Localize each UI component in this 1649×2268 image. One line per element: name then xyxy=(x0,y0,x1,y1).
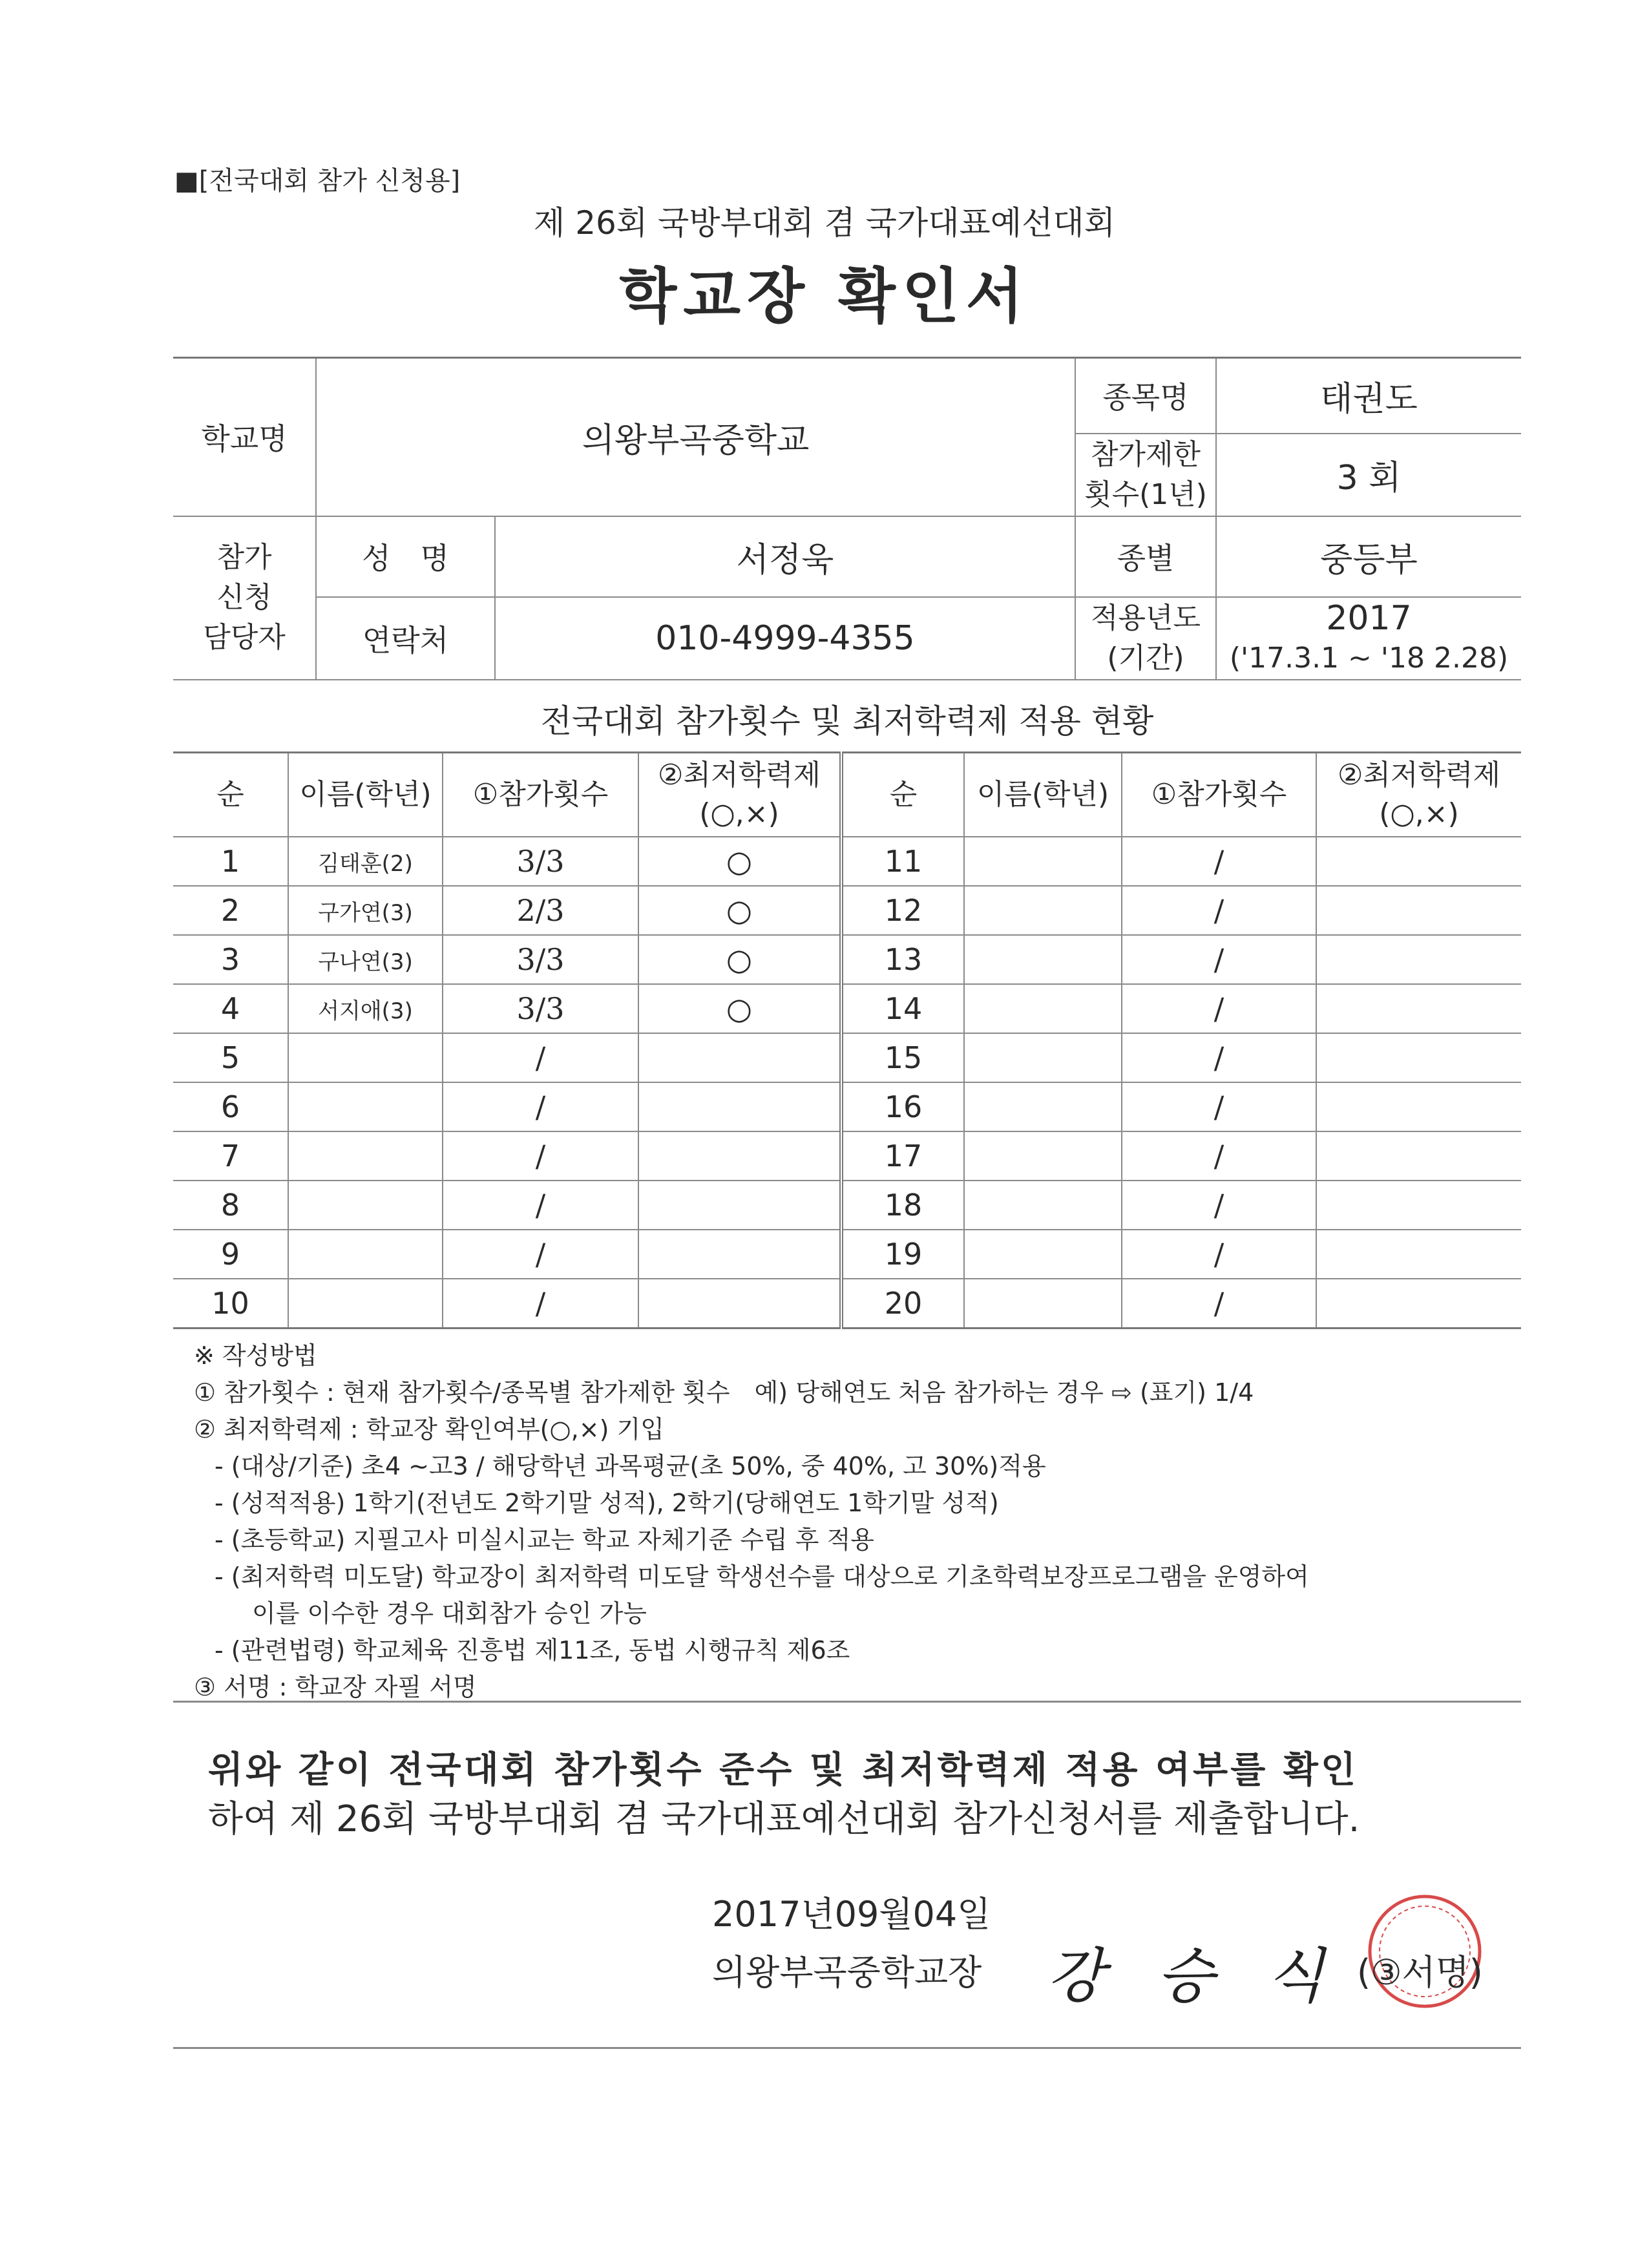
student-name-2 xyxy=(964,935,1122,984)
min-academic-mark: ○ xyxy=(638,886,841,935)
participation-count-2: / xyxy=(1122,935,1316,984)
header-min-line1: ②최저학력제 xyxy=(658,759,821,792)
header-min-academic xyxy=(638,753,841,837)
phone-label: 연락처 xyxy=(316,597,495,680)
min-academic-mark xyxy=(638,1181,841,1230)
header-no: 순 xyxy=(173,753,288,837)
min-academic-mark-2 xyxy=(1316,1082,1521,1131)
row-no-2: 13 xyxy=(841,935,964,984)
participation-row xyxy=(173,1131,1521,1181)
student-name: 서지애(3) xyxy=(288,984,443,1033)
note-sub-3: - (초등학교) 지필고사 미실시교는 학교 자체기준 수립 후 적용 xyxy=(215,1526,874,1554)
participation-row xyxy=(173,1279,1521,1328)
row-no-2: 16 xyxy=(841,1082,964,1131)
divider-bottom xyxy=(173,2047,1521,2049)
participation-table xyxy=(173,751,1521,1329)
student-name-2 xyxy=(964,1230,1122,1279)
min-academic-mark-2 xyxy=(1316,1033,1521,1082)
header-min-line1-2: ②최저학력제 xyxy=(1338,759,1500,792)
participation-row xyxy=(173,984,1521,1033)
student-name-2 xyxy=(964,984,1122,1033)
confirmation-statement xyxy=(208,1746,1360,1844)
limit-label-line1: 참가제한 xyxy=(1090,437,1201,471)
student-name xyxy=(288,1082,443,1131)
phone-number: 010-4999-4355 xyxy=(495,597,1075,680)
row-no-2: 11 xyxy=(841,837,964,886)
contact-group-line1: 참가 xyxy=(216,541,272,574)
header-no-2: 순 xyxy=(841,753,964,837)
contact-group-line3: 담당자 xyxy=(203,621,286,654)
row-no-2: 19 xyxy=(841,1230,964,1279)
limit-label-line2: 횟수(1년) xyxy=(1084,478,1207,511)
min-academic-mark-2 xyxy=(1316,1181,1521,1230)
participation-count: / xyxy=(443,1131,638,1181)
min-academic-mark: ○ xyxy=(638,935,841,984)
header-count-2: ①참가횟수 xyxy=(1122,753,1316,837)
note-item-1: ① 참가횟수 : 현재 참가횟수/종목별 참가제한 횟수 예) 당해연도 처음 참가하는 경우 ⇨ (표기) 1/4 xyxy=(194,1378,1254,1407)
min-academic-mark xyxy=(638,1033,841,1082)
note-item-3: ③ 서명 : 학교장 자필 서명 xyxy=(194,1673,477,1701)
note-sub-4a: - (최저학력 미도달) 학교장이 최저학력 미도달 학생선수를 대상으로 기초학력보장프로그램을 운영하여 xyxy=(215,1562,1309,1591)
student-name: 구나연(3) xyxy=(288,935,443,984)
participation-count: / xyxy=(443,1279,638,1328)
divider-top xyxy=(173,1701,1521,1703)
year-value-year: 2017 xyxy=(1326,598,1412,638)
min-academic-mark-2 xyxy=(1316,984,1521,1033)
year-label xyxy=(1075,597,1216,680)
header-count: ①참가횟수 xyxy=(443,753,638,837)
row-no-2: 14 xyxy=(841,984,964,1033)
contact-name-label: 성 명 xyxy=(316,516,495,597)
participation-count-2: / xyxy=(1122,984,1316,1033)
participation-count: 3/3 xyxy=(443,837,638,886)
participation-count: / xyxy=(443,1033,638,1082)
student-name-2 xyxy=(964,886,1122,935)
participation-row xyxy=(173,1082,1521,1131)
participation-count-2: / xyxy=(1122,1082,1316,1131)
school-label: 학교명 xyxy=(173,358,316,516)
row-no: 1 xyxy=(173,837,288,886)
student-name xyxy=(288,1230,443,1279)
min-academic-mark xyxy=(638,1230,841,1279)
participation-row xyxy=(173,1033,1521,1082)
row-no: 9 xyxy=(173,1230,288,1279)
row-no-2: 18 xyxy=(841,1181,964,1230)
student-name-2 xyxy=(964,1131,1122,1181)
limit-value: 3 회 xyxy=(1216,434,1521,516)
min-academic-mark-2 xyxy=(1316,1230,1521,1279)
min-academic-mark-2 xyxy=(1316,935,1521,984)
participation-count: / xyxy=(443,1082,638,1131)
row-no: 2 xyxy=(173,886,288,935)
participation-section-title: 전국대회 참가횟수 및 최저학력제 적용 현황 xyxy=(540,702,1154,740)
min-academic-mark: ○ xyxy=(638,837,841,886)
notes-heading: ※ 작성방법 xyxy=(194,1341,317,1370)
min-academic-mark-2 xyxy=(1316,1279,1521,1328)
student-name-2 xyxy=(964,1082,1122,1131)
min-academic-mark-2 xyxy=(1316,1131,1521,1181)
document-title: 학교장 확인서 xyxy=(619,262,1030,331)
row-no: 10 xyxy=(173,1279,288,1328)
student-name xyxy=(288,1181,443,1230)
student-name xyxy=(288,1033,443,1082)
participation-count: 3/3 xyxy=(443,935,638,984)
row-no-2: 12 xyxy=(841,886,964,935)
row-no-2: 17 xyxy=(841,1131,964,1181)
division-value: 중등부 xyxy=(1216,516,1521,597)
participation-row xyxy=(173,935,1521,984)
min-academic-mark xyxy=(638,1082,841,1131)
student-name-2 xyxy=(964,1181,1122,1230)
row-no: 8 xyxy=(173,1181,288,1230)
student-name-2 xyxy=(964,837,1122,886)
participation-count: 2/3 xyxy=(443,886,638,935)
min-academic-mark-2 xyxy=(1316,886,1521,935)
row-no: 6 xyxy=(173,1082,288,1131)
participation-header-row xyxy=(173,753,1521,837)
writing-instructions xyxy=(194,1338,1521,1706)
form-tag: ■[전국대회 참가 신청용] xyxy=(174,166,461,196)
participation-count: 3/3 xyxy=(443,984,638,1033)
participation-row xyxy=(173,837,1521,886)
division-label: 종별 xyxy=(1075,516,1216,597)
limit-label xyxy=(1075,434,1216,516)
year-value-period: ('17.3.1 ~ '18 2.28) xyxy=(1229,641,1509,675)
header-min-line2-2: (○,×) xyxy=(1379,797,1459,830)
student-name: 구가연(3) xyxy=(288,886,443,935)
student-name-2 xyxy=(964,1279,1122,1328)
year-label-line2: (기간) xyxy=(1107,641,1184,675)
participation-row xyxy=(173,1230,1521,1279)
participation-count-2: / xyxy=(1122,837,1316,886)
event-label: 종목명 xyxy=(1075,358,1216,434)
row-no: 4 xyxy=(173,984,288,1033)
header-name: 이름(학년) xyxy=(288,753,443,837)
school-name: 의왕부곡중학교 xyxy=(316,358,1075,516)
row-no-2: 15 xyxy=(841,1033,964,1082)
note-sub-4b: 이를 이수한 경우 대회참가 승인 가능 xyxy=(252,1599,647,1628)
student-name-2 xyxy=(964,1033,1122,1082)
row-no: 5 xyxy=(173,1033,288,1082)
signature-date: 2017년09월04일 xyxy=(712,1894,991,1935)
participation-count-2: / xyxy=(1122,886,1316,935)
participation-count-2: / xyxy=(1122,1181,1316,1230)
event-name: 태권도 xyxy=(1216,358,1521,434)
note-sub-5: - (관련법령) 학교체육 진흥법 제11조, 동법 시행규칙 제6조 xyxy=(215,1636,850,1664)
info-table xyxy=(173,357,1521,680)
min-academic-mark xyxy=(638,1279,841,1328)
student-name xyxy=(288,1131,443,1181)
year-value xyxy=(1216,597,1521,680)
header-min-line2: (○,×) xyxy=(699,797,779,830)
row-no: 7 xyxy=(173,1131,288,1181)
note-item-2: ② 최저학력제 : 학교장 확인여부(○,×) 기입 xyxy=(194,1415,664,1444)
statement-line2: 하여 제 26회 국방부대회 겸 국가대표예선대회 참가신청서를 제출합니다. xyxy=(208,1798,1360,1840)
participation-count-2: / xyxy=(1122,1131,1316,1181)
participation-count: / xyxy=(443,1181,638,1230)
header-name-2: 이름(학년) xyxy=(964,753,1122,837)
participation-count: / xyxy=(443,1230,638,1279)
student-name: 김태훈(2) xyxy=(288,837,443,886)
signature-label: (③서명) xyxy=(1357,1952,1483,1993)
statement-line1: 위와 같이 전국대회 참가횟수 준수 및 최저학력제 적용 여부를 확인 xyxy=(208,1749,1359,1791)
note-sub-1: - (대상/기준) 초4 ~고3 / 해당학년 과목평균(초 50%, 중 40%, 고 30%)적용 xyxy=(215,1452,1046,1480)
row-no: 3 xyxy=(173,935,288,984)
note-sub-2: - (성적적용) 1학기(전년도 2학기말 성적), 2학기(당해연도 1학기말 성적) xyxy=(215,1489,999,1517)
handwritten-signature: 강 승 식 xyxy=(1047,1942,1341,2011)
min-academic-mark-2 xyxy=(1316,837,1521,886)
participation-count-2: / xyxy=(1122,1033,1316,1082)
min-academic-mark: ○ xyxy=(638,984,841,1033)
contact-group-line2: 신청 xyxy=(216,581,272,614)
competition-subtitle: 제 26회 국방부대회 겸 국가대표예선대회 xyxy=(534,204,1115,242)
principal-title: 의왕부곡중학교장 xyxy=(712,1952,982,1993)
header-min-academic-2 xyxy=(1316,753,1521,837)
contact-name: 서정욱 xyxy=(495,516,1075,597)
participation-count-2: / xyxy=(1122,1279,1316,1328)
participation-count-2: / xyxy=(1122,1230,1316,1279)
participation-row xyxy=(173,886,1521,935)
year-label-line1: 적용년도 xyxy=(1090,601,1201,635)
student-name xyxy=(288,1279,443,1328)
contact-group-label xyxy=(173,516,316,680)
min-academic-mark xyxy=(638,1131,841,1181)
row-no-2: 20 xyxy=(841,1279,964,1328)
participation-row xyxy=(173,1181,1521,1230)
